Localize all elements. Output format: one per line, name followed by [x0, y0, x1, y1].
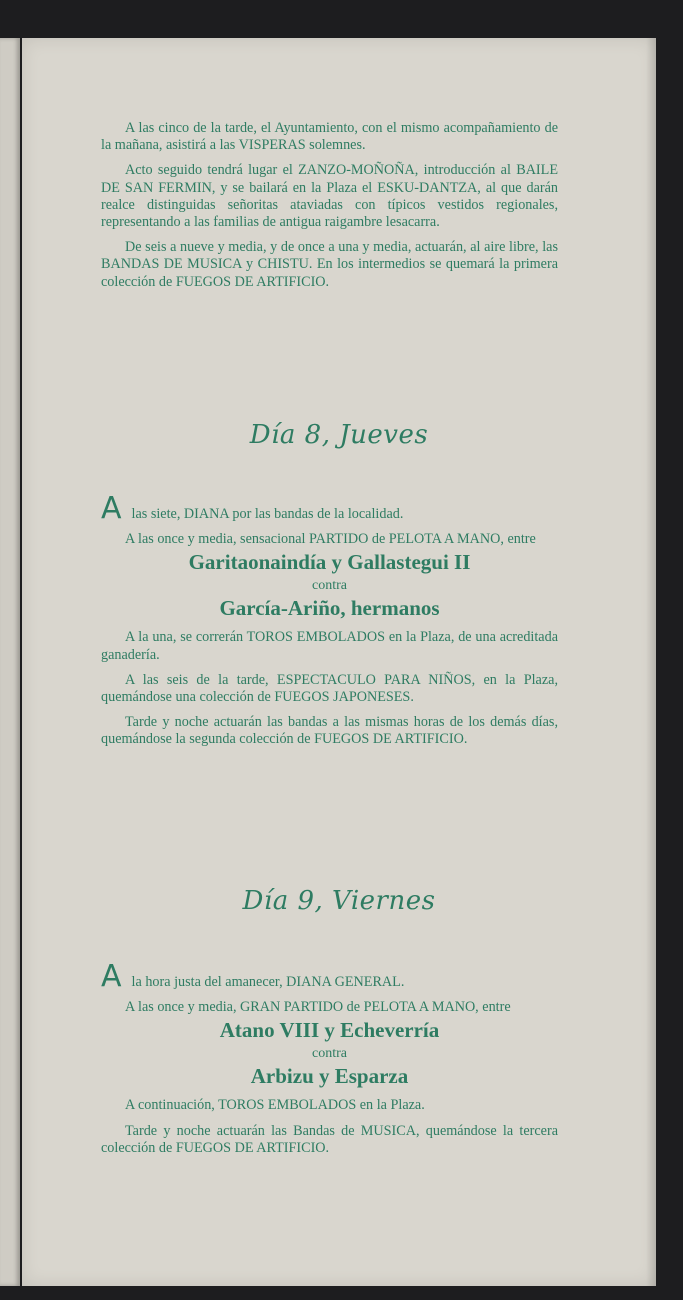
- day8-paragraph-espectaculo: A las seis de la tarde, ESPECTACULO PARA NIÑOS, en la Plaza, quemándose una colección de FUEGOS JAPONESES.: [101, 671, 558, 706]
- day9-team-2: Arbizu y Esparza: [250, 1064, 409, 1089]
- day9-heading: Día 9, Viernes: [242, 886, 436, 916]
- document-page: [22, 38, 656, 1286]
- day9-paragraph-tarde: Tarde y noche actuarán las Bandas de MUSICA, quemándose la tercera colección de FUEGOS DE ARTIFICIO.: [101, 1122, 558, 1156]
- day9-drop-cap: A: [101, 959, 122, 994]
- day8-heading: Día 8, Jueves: [249, 420, 429, 450]
- day8-team-1: Garitaonaindía y Gallastegui II: [188, 550, 471, 575]
- day8-contra: contra: [312, 578, 347, 594]
- facing-page-edge: [0, 38, 20, 1286]
- day9-contra: contra: [312, 1046, 347, 1062]
- day8-paragraph-diana: [101, 491, 558, 526]
- day8-diana-text: las siete, DIANA por las bandas de la localidad.: [131, 506, 404, 522]
- day8-paragraph-partido: A las once y media, sensacional PARTIDO de PELOTA A MANO, entre: [125, 531, 536, 548]
- day9-paragraph-diana: [101, 959, 558, 994]
- day9-diana-text: la hora justa del amanecer, DIANA GENERAL.: [131, 974, 405, 990]
- intro-paragraph-visperas: A las cinco de la tarde, el Ayuntamiento, con el mismo acompañamiento de la mañana, asistirá a las VISPERAS solemnes.: [101, 120, 558, 154]
- day8-team-2: García-Ariño, hermanos: [219, 596, 440, 621]
- day8-drop-cap: A: [101, 491, 122, 526]
- day8-paragraph-toros: A la una, se correrán TOROS EMBOLADOS en la Plaza, de una acreditada ganadería.: [101, 629, 558, 663]
- day9-paragraph-partido: A las once y media, GRAN PARTIDO de PELOTA A MANO, entre: [125, 999, 511, 1016]
- day8-section: [101, 491, 558, 757]
- intro-paragraph-bandas: De seis a nueve y media, y de once a una y media, actuarán, al aire libre, las BANDAS DE MUSICA y CHISTU. En los intermedios se quemará la primera colección de FUEGOS DE ARTIFICIO.: [101, 239, 558, 290]
- page-edge-shadow: [646, 38, 656, 1286]
- day9-paragraph-toros: A continuación, TOROS EMBOLADOS en la Plaza.: [125, 1097, 425, 1114]
- intro-paragraph-zanzo: Acto seguido tendrá lugar el ZANZO-MOÑOÑA, introducción al BAILE DE SAN FERMIN, y se bailará en la Plaza el ESKU-DANTZA, al que darán realce distinguidas señoritas ataviadas con típicos vestidos regionales, representando a las familias de antigua raigambre lesacarra.: [101, 162, 558, 231]
- intro-section: [101, 120, 558, 299]
- day9-section: [101, 959, 558, 1165]
- day9-team-1: Atano VIII y Echeverría: [219, 1018, 440, 1043]
- day8-paragraph-tarde: Tarde y noche actuarán las bandas a las mismas horas de los demás días, quemándose la segunda colección de FUEGOS DE ARTIFICIO.: [101, 714, 558, 748]
